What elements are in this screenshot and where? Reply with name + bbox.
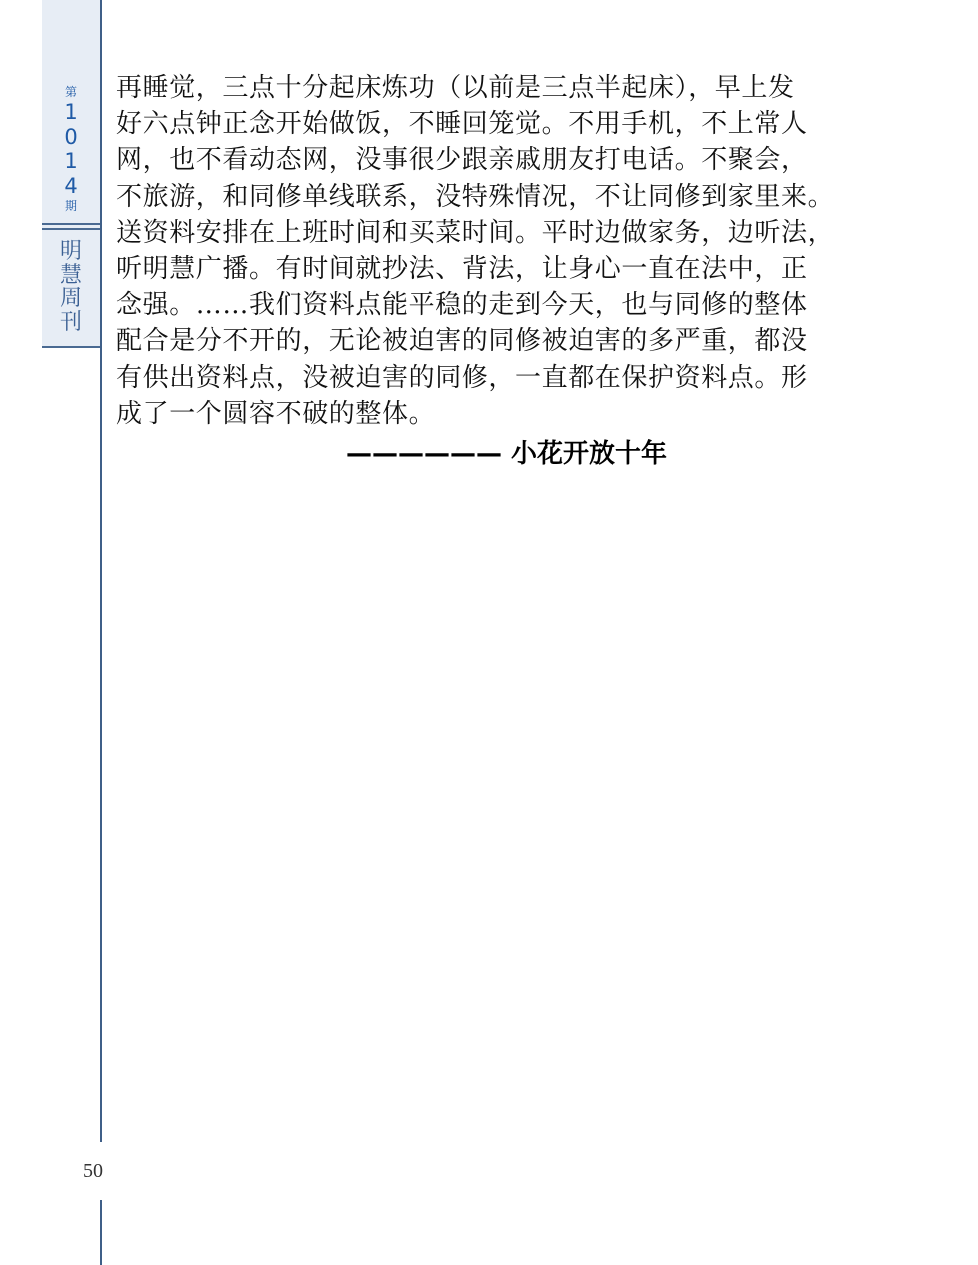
article-line: 听明慧广播。有时间就抄法、背法，让身心一直在法中，正	[116, 254, 808, 285]
article-line: 再睡觉，三点十分起床炼功（以前是三点半起床），早上发	[116, 73, 795, 103]
margin-rule-top	[100, 0, 102, 1142]
issue-digit: 1	[64, 149, 78, 173]
page-number: 50	[83, 1160, 103, 1182]
issue-suffix: 期	[64, 199, 77, 213]
article-line: 念强。……我们资料点能平稳的走到今天，也与同修的整体	[116, 290, 808, 321]
sidebar-divider	[42, 228, 100, 230]
article-line: 配合是分不开的，无论被迫害的同修被迫害的多严重，都没	[116, 326, 808, 357]
issue-number	[42, 84, 100, 214]
margin-rule-bottom	[100, 1200, 102, 1265]
sidebar-divider	[42, 223, 100, 225]
article-line: 不旅游，和同修单线联系，没特殊情况，不让同修到家里来。	[116, 181, 835, 212]
masthead-char: 刊	[59, 309, 82, 335]
article-line: 有供出资料点，没被迫害的同修，一直都在保护资料点。形	[116, 362, 808, 393]
author-signature: —————— 小花开放十年	[346, 439, 668, 469]
issue-prefix: 第	[64, 85, 77, 99]
article-line: 成了一个圆容不破的整体。	[116, 398, 436, 429]
masthead-title	[42, 240, 100, 334]
article-line: 送资料安排在上班时间和买菜时间。平时边做家务，边听法，	[116, 217, 835, 248]
article-body	[116, 70, 862, 432]
article-line: 网，也不看动态网，没事很少跟亲戚朋友打电话。不聚会，	[116, 145, 808, 176]
issue-digit: 0	[64, 124, 78, 149]
sidebar-divider	[42, 346, 100, 348]
issue-digit: 4	[64, 173, 78, 198]
masthead-char: 周	[59, 286, 82, 311]
issue-digit: 1	[64, 100, 78, 124]
article-line: 好六点钟正念开始做饭，不睡回笼觉。不用手机，不上常人	[116, 109, 808, 140]
masthead-char: 慧	[59, 262, 82, 288]
masthead-char: 明	[59, 239, 82, 264]
